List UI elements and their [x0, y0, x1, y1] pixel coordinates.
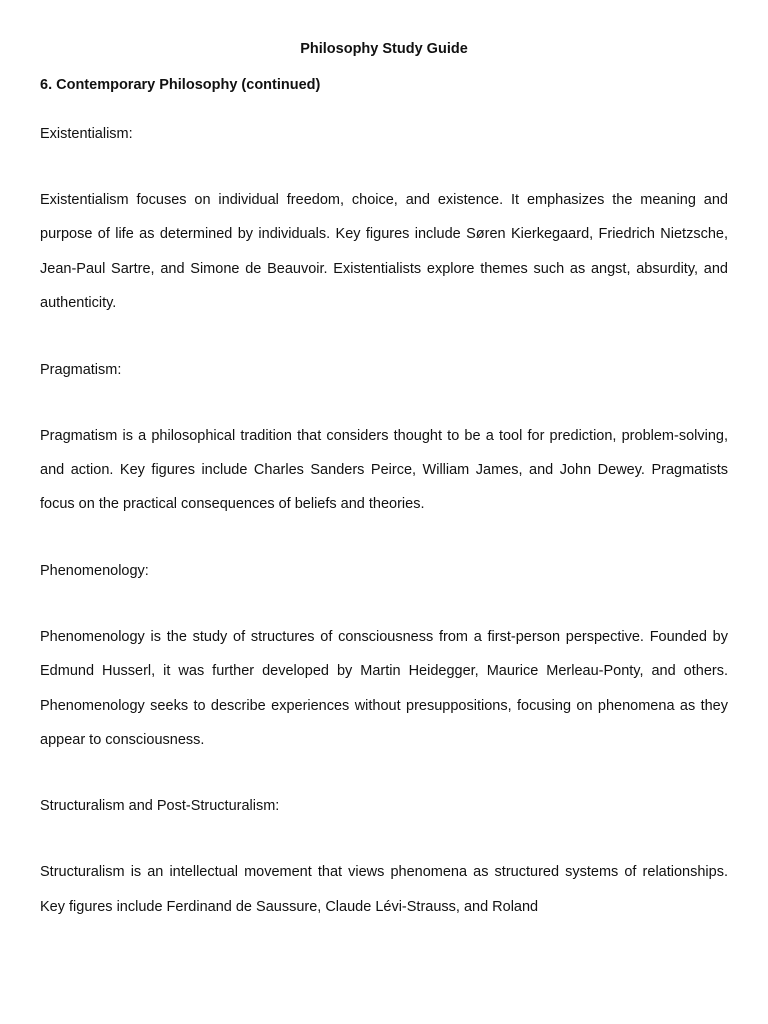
- document-title: Philosophy Study Guide: [300, 41, 468, 57]
- structuralism-heading: Structuralism and Post-Structuralism:: [40, 798, 280, 815]
- phenomenology-heading: Phenomenology:: [40, 562, 149, 579]
- section-heading: 6. Contemporary Philosophy (continued): [40, 77, 321, 93]
- phenomenology-paragraph: Phenomenology is the study of structures of consciousness from a first-person perspective. Founded by Edmund Husserl, it was further developed by Martin Heidegger, Maurice Merleau-Ponty, and others. Phenomenology seeks to describe experiences without presuppositions, focusing on phenomena as they appear to consciousness.: [40, 628, 728, 749]
- existentialism-paragraph: Existentialism focuses on individual freedom, choice, and existence. It emphasizes the meaning and purpose of life as determined by individuals. Key figures include Søren Kierkegaard, Friedrich Nietzsche, Jean-Paul Sartre, and Simone de Beauvoir. Existentialists explore themes such as angst, absurdity, and authenticity.: [40, 192, 728, 312]
- pragmatism-paragraph: Pragmatism is a philosophical tradition that considers thought to be a tool for prediction, problem-solving, and action. Key figures include Charles Sanders Peirce, William James, and John Dewey. Pragmatists focus on the practical consequences of beliefs and theories.: [40, 427, 728, 513]
- structuralism-paragraph: Structuralism is an intellectual movement that views phenomena as structured systems of relationships. Key figures include Ferdinand de Saussure, Claude Lévi-Strauss, and Roland: [40, 864, 728, 915]
- pragmatism-heading: Pragmatism:: [40, 361, 122, 378]
- existentialism-heading: Existentialism:: [40, 126, 133, 142]
